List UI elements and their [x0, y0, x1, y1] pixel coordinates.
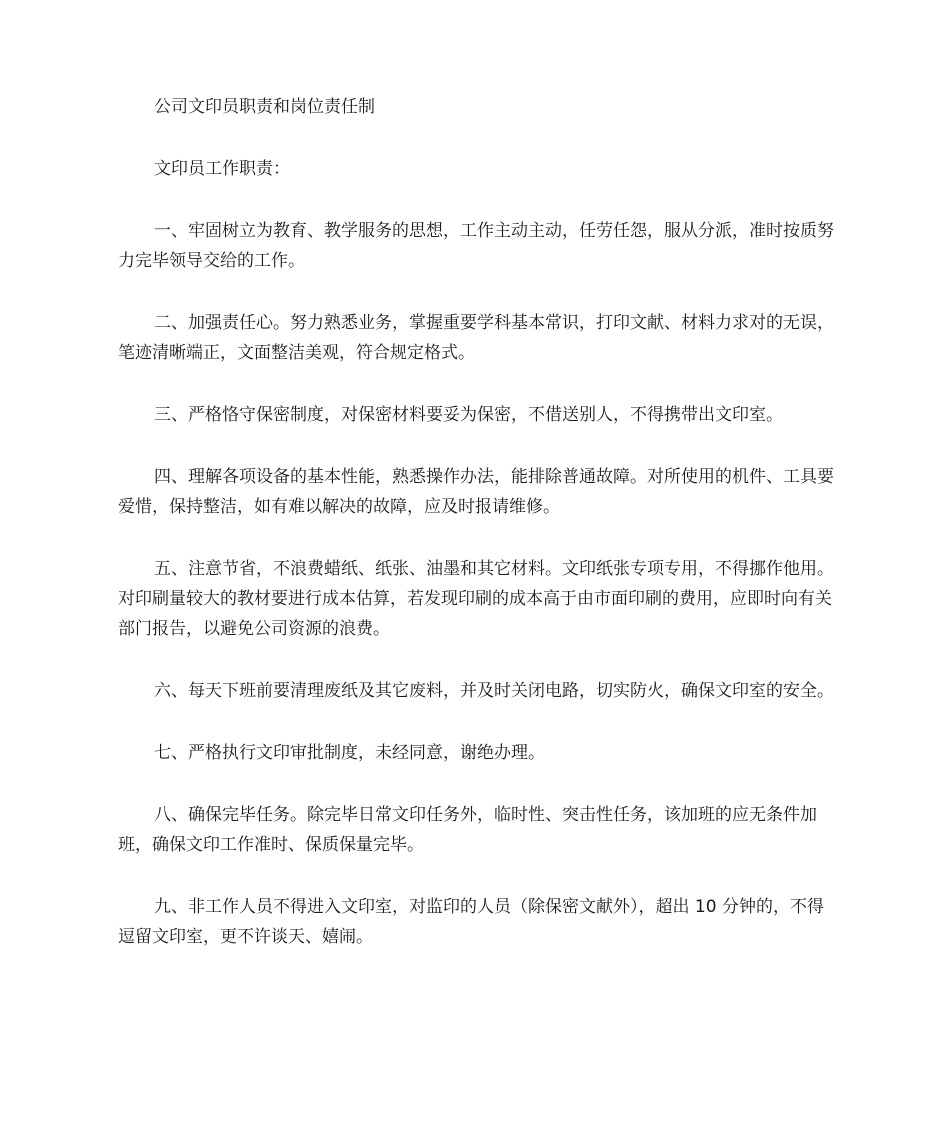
duty-item-5: 五、注意节省，不浪费蜡纸、纸张、油墨和其它材料。文印纸张专项专用，不得挪作他用。对印刷量较大的教材要进行成本估算，若发现印刷的成本高于由市面印刷的费用，应即时向有关部门报告，以避免公司资源的浪费。	[118, 559, 834, 639]
duty-item-1: 一、牢固树立为教育、教学服务的思想，工作主动主动，任劳任怨，服从分派，准时按质努力完毕领导交给的工作。	[118, 221, 834, 271]
duty-item-7: 七、严格执行文印审批制度，未经同意，谢绝办理。	[154, 743, 545, 763]
document-title: 公司文印员职责和岗位责任制	[154, 97, 375, 117]
duty-item-4: 四、理解各项设备的基本性能，熟悉操作办法，能排除普通故障。对所使用的机件、工具要爱惜，保持整洁，如有难以解决的故障，应及时报请维修。	[118, 467, 834, 517]
section-heading: 文印员工作职责：	[154, 159, 290, 179]
duty-item-8: 八、确保完毕任务。除完毕日常文印任务外，临时性、突击性任务，该加班的应无条件加班，确保文印工作准时、保质保量完毕。	[118, 805, 817, 855]
duty-item-2: 二、加强责任心。努力熟悉业务，掌握重要学科基本常识，打印文献、材料力求对的无误，笔迹清晰端正，文面整洁美观，符合规定格式。	[118, 313, 834, 363]
document-body	[118, 92, 838, 984]
duty-item-6: 六、每天下班前要清理废纸及其它废料，并及时关闭电路，切实防火，确保文印室的安全。	[154, 681, 834, 701]
duty-item-9: 九、非工作人员不得进入文印室，对监印的人员（除保密文献外），超出 10 分钟的，不得逗留文印室，更不许谈天、嬉闹。	[118, 897, 824, 947]
duty-item-3: 三、严格恪守保密制度，对保密材料要妥为保密，不借送别人，不得携带出文印室。	[154, 405, 783, 425]
